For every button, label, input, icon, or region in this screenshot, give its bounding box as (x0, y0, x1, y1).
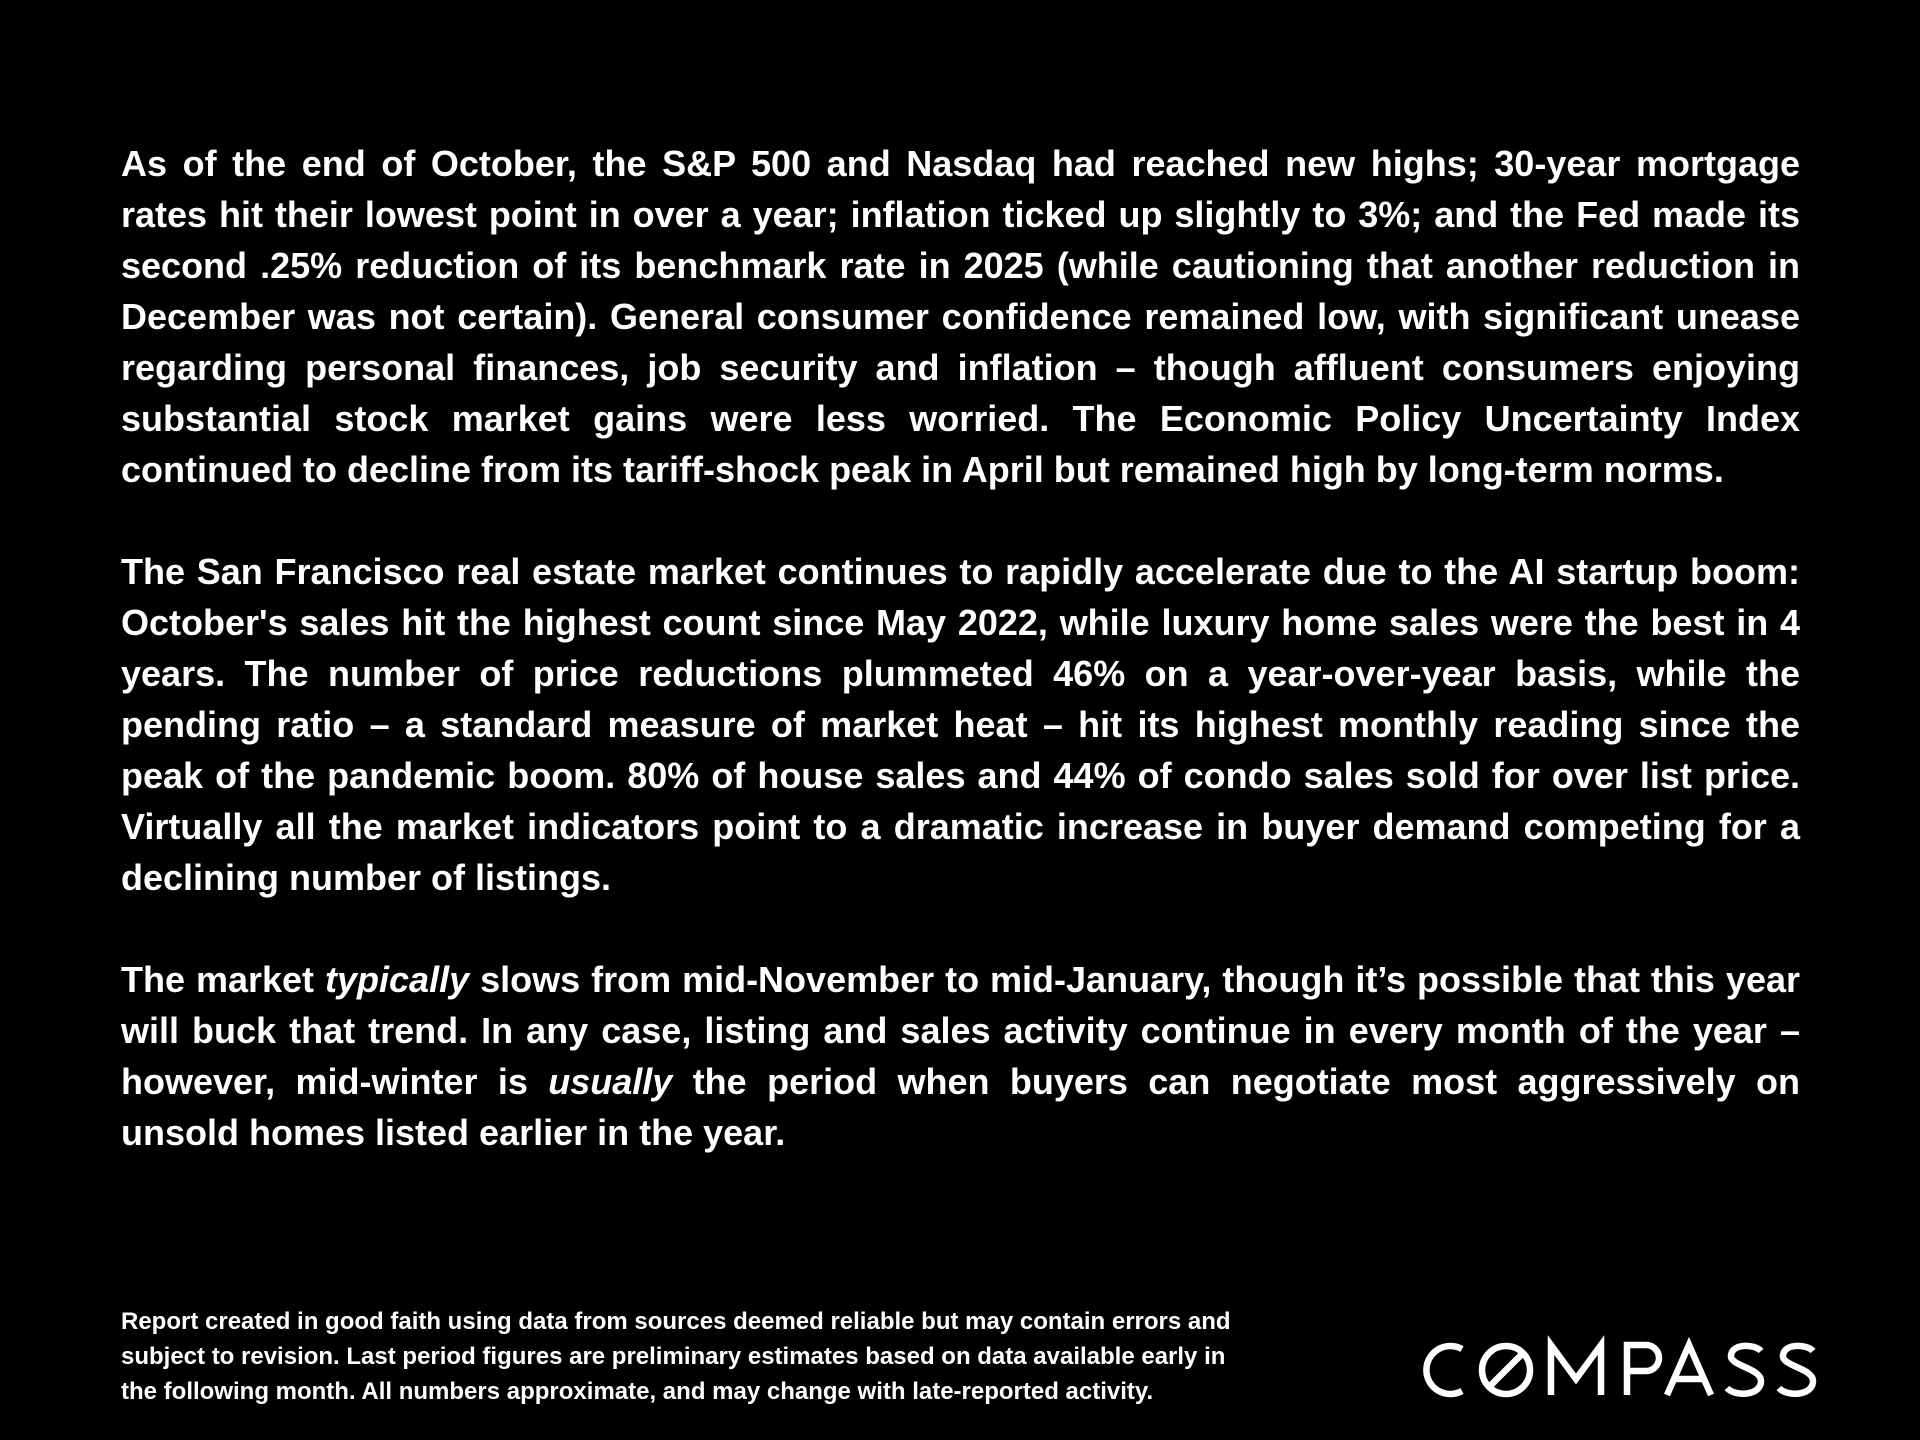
outlook-text-1: The market (121, 959, 326, 1000)
compass-logo (1415, 1335, 1820, 1405)
commentary-body (121, 138, 1800, 1158)
disclaimer (121, 1304, 1321, 1409)
compass-logo-mark (1415, 1335, 1820, 1405)
disclaimer-line-3: the following month. All numbers approximate, and may change with late-reported activity. (121, 1378, 1154, 1405)
outlook-paragraph (121, 954, 1800, 1158)
disclaimer-line-2: subject to revision. Last period figures are preliminary estimates based on data available early in (121, 1343, 1226, 1370)
economy-paragraph: As of the end of October, the S&P 500 and Nasdaq had reached new highs; 30-year mortgage rates hit their lowest point in over a year; inflation ticked up slightly to 3%; and the Fed made its second .25% reduction of its benchmark rate in 2025 (while cautioning that another reduction in December was not certain). General consumer confidence remained low, with significant unease regarding personal finances, job security and inflation – though affluent consumers enjoying substantial stock market gains were less worried. The Economic Policy Uncertainty Index continued to decline from its tariff-shock peak in April but remained high by long-term norms. (121, 143, 1800, 490)
disclaimer-line-1: Report created in good faith using data from sources deemed reliable but may contain errors and (121, 1308, 1231, 1335)
market-paragraph: The San Francisco real estate market continues to rapidly accelerate due to the AI startup boom: October's sales hit the highest count since May 2022, while luxury home sales were the best in 4 years. The number of price reductions plummeted 46% on a year-over-year basis, while the pending ratio – a standard measure of market heat – hit its highest monthly reading since the peak of the pandemic boom. 80% of house sales and 44% of condo sales sold for over list price. Virtually all the market indicators point to a dramatic increase in buyer demand competing for a declining number of listings. (121, 551, 1800, 898)
outlook-text-3: the period when buyers can negotiate most aggressively on unsold homes listed earlier in the year. (121, 1061, 1800, 1153)
outlook-emphasis-typically: typically (325, 959, 470, 1000)
outlook-emphasis-usually: usually (548, 1061, 673, 1102)
outlook-text-2: slows from mid-November to mid-January, though it’s possible that this year will buck that trend. In any case, listing and sales activity continue in every month of the year – however, mid-winter is (121, 959, 1800, 1102)
